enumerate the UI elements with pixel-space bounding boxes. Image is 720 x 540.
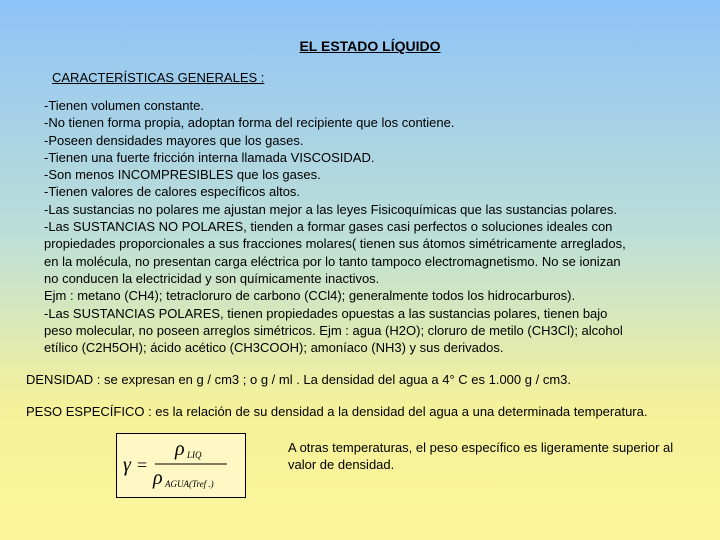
list-line: -No tienen forma propia, adoptan forma del recipiente que los contiene. <box>44 115 455 131</box>
list-line: Ejm : metano (CH4); tetracloruro de carbono (CCl4); generalmente todos los hidrocarburos). <box>44 288 576 304</box>
formula-rho-numerator: ρ <box>175 438 185 460</box>
page-title: EL ESTADO LÍQUIDO <box>299 38 441 54</box>
list-line: -Las SUSTANCIAS POLARES, tienen propiedades opuestas a las sustancias polares, tienen bajo <box>44 305 608 321</box>
list-line: -Tienen una fuerte fricción interna llamada VISCOSIDAD. <box>44 149 375 165</box>
formula-rho-denominator: ρ <box>153 467 163 489</box>
specific-weight-paragraph: PESO ESPECÍFICO : es la relación de su densidad a la densidad del agua a una determinada temperatura. <box>26 404 648 419</box>
density-paragraph: DENSIDAD : se expresan en g / cm3 ; o g / ml . La densidad del agua a 4° C es 1.000 g / cm3. <box>26 372 571 387</box>
formula-sub-liq: LIQ <box>187 450 202 460</box>
characteristics-list <box>44 97 694 356</box>
list-line: -Tienen volumen constante. <box>44 98 204 113</box>
list-line: -Tienen valores de calores específicos altos. <box>44 184 301 200</box>
temperature-note: A otras temperaturas, el peso específico es ligeramente superior al valor de densidad. <box>288 440 674 472</box>
list-line: etílico (C2H5OH); ácido acético (CH3COOH); amoníaco (NH3) y sus derivados. <box>44 340 504 356</box>
formula-equals: = <box>137 455 148 475</box>
list-line: -Son menos INCOMPRESIBLES que los gases. <box>44 167 321 183</box>
list-line: -Las sustancias no polares me ajustan mejor a las leyes Fisicoquímicas que las sustancias polares. <box>44 201 617 217</box>
list-line: propiedades proporcionales a sus fracciones molares( tienen sus átomos simétricamente arreglados, <box>44 236 626 252</box>
list-line: en la molécula, no presentan carga eléctrica por lo tanto tampoco electromagnetismo. No se ionizan <box>44 253 621 269</box>
formula-gamma: γ <box>123 454 131 476</box>
list-line: peso molecular, no poseen arreglos simétricos. Ejm : agua (H2O); cloruro de metilo (CH3Cl); alcohol <box>44 322 623 338</box>
list-line: -Las SUSTANCIAS NO POLARES, tienden a formar gases casi perfectos o soluciones ideales con <box>44 219 613 235</box>
list-line: -Poseen densidades mayores que los gases. <box>44 132 304 148</box>
specific-weight-formula <box>116 433 246 498</box>
section-subtitle: CARACTERÍSTICAS GENERALES : <box>52 70 265 85</box>
formula-sub-agua: AGUA(Tref .) <box>165 479 214 489</box>
list-line: no conducen la electricidad y son químicamente inactivos. <box>44 270 380 286</box>
